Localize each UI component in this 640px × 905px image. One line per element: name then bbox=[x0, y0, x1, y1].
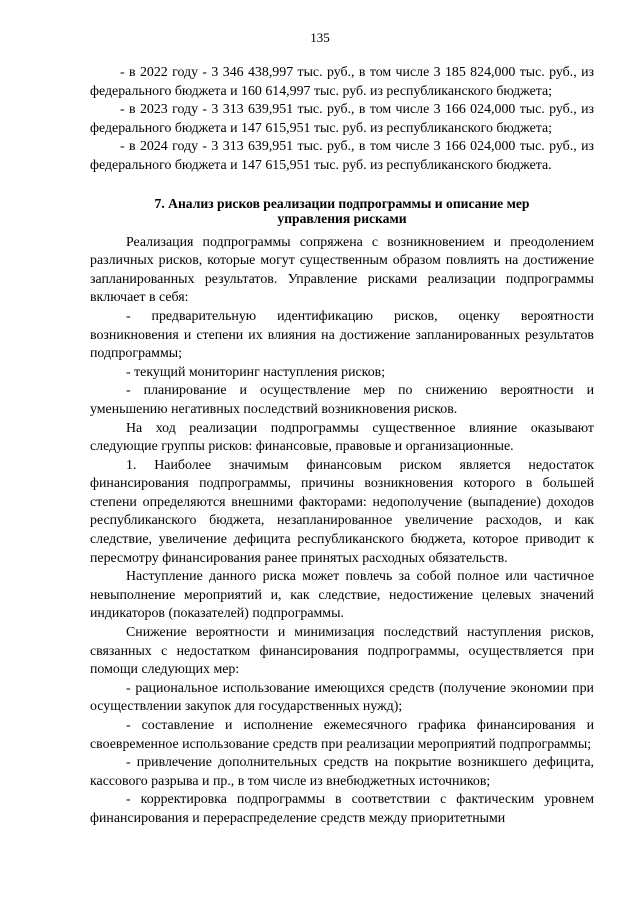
list-item-adjustment: - корректировка подпрограммы в соответствии с фактическим уровнем финансирования и перераспределение средств между приоритетными bbox=[90, 792, 594, 826]
paragraph-mitigation: Снижение вероятности и минимизация последствий наступления рисков, связанных с недостатком финансирования подпрограммы, осуществляется при помощи следующих мер: bbox=[90, 625, 594, 678]
paragraph-risk-consequences: Наступление данного риска может повлечь за собой полное или частичное невыполнение мероприятий и, как следствие, недостижение целевых значений индикаторов (показателей) подпрограммы. bbox=[90, 569, 594, 622]
list-item-monthly-schedule: - составление и исполнение ежемесячного графика финансирования и своевременное использование средств при реализации мероприятий подпрограммы; bbox=[90, 718, 594, 752]
budget-item-2023: - в 2023 году - 3 313 639,951 тыс. руб., в том числе 3 166 024,000 тыс. руб., из федерального бюджета и 147 615,951 тыс. руб. из республиканского бюджета; bbox=[90, 102, 594, 136]
section-heading: 7. Анализ рисков реализации подпрограммы и описание мер управления рисками bbox=[154, 195, 530, 226]
list-item-additional-funds: - привлечение дополнительных средств на покрытие возникшего дефицита, кассового разрыва и пр., в том числе из внебюджетных источников; bbox=[90, 755, 594, 789]
page-number: 135 bbox=[310, 30, 330, 45]
document-body bbox=[90, 64, 594, 829]
budget-item-2022: - в 2022 году - 3 346 438,997 тыс. руб., в том числе 3 185 824,000 тыс. руб., из федерального бюджета и 160 614,997 тыс. руб. из республиканского бюджета; bbox=[90, 65, 594, 99]
list-item-monitoring: - текущий мониторинг наступления рисков; bbox=[126, 364, 386, 380]
paragraph-financial-risk: 1. Наиболее значимым финансовым риском является недостаток финансирования подпрограммы, причины возникновения которого в большей степени определяются внешними факторами: недополучение (выпадение) доходов республиканского бюджета, незапланированное увеличение расходов, и как следствие, увеличение дефицита республиканского бюджета, которое приводит к пересмотру финансирования ранее принятых расходных обязательств. bbox=[90, 457, 594, 566]
paragraph-intro: Реализация подпрограммы сопряжена с возникновением и преодолением различных рисков, которые могут существенным образом повлиять на достижение запланированных результатов. Управление рисками реализации подпрограммы включает в себя: bbox=[90, 234, 594, 306]
paragraph-risk-groups: На ход реализации подпрограммы существенное влияние оказывают следующие группы рисков: финансовые, правовые и организационные. bbox=[90, 420, 594, 455]
list-item-rational-use: - рациональное использование имеющихся средств (получение экономии при осуществлении закупок для государственных нужд); bbox=[90, 680, 594, 715]
list-item-planning: - планирование и осуществление мер по снижению вероятности и уменьшению негативных последствий возникновения рисков. bbox=[90, 383, 594, 417]
list-item-identification: - предварительную идентификацию рисков, оценку вероятности возникновения и степени их влияния на достижение запланированных результатов подпрограммы; bbox=[90, 308, 594, 362]
budget-item-2024: - в 2024 году - 3 313 639,951 тыс. руб., в том числе 3 166 024,000 тыс. руб., из федерального бюджета и 147 615,951 тыс. руб. из республиканского бюджета. bbox=[90, 139, 594, 173]
